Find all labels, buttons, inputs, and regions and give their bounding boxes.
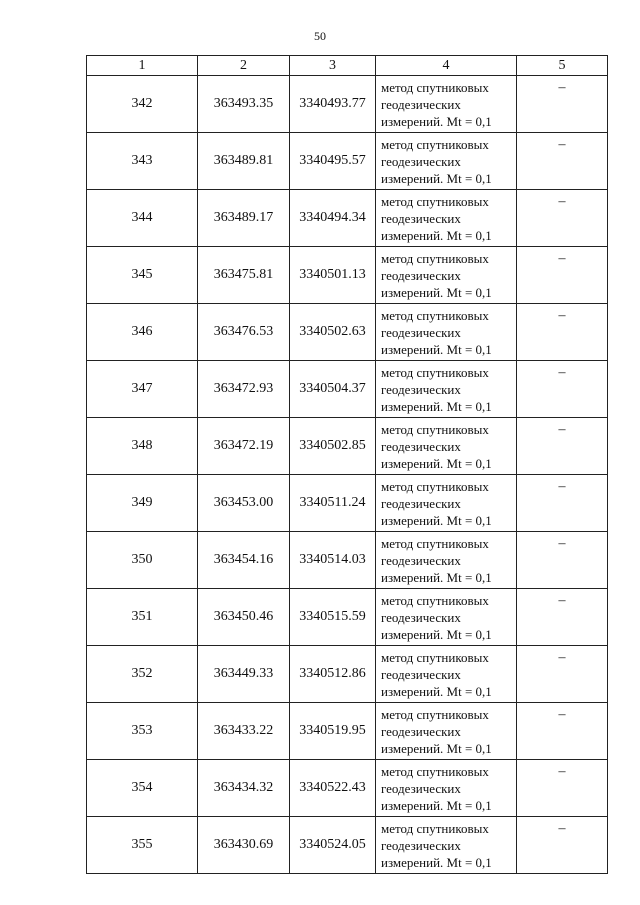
method-line: измерений. Mt = 0,1 bbox=[381, 740, 492, 756]
method-line: геодезических bbox=[381, 324, 461, 340]
note-cell: – bbox=[517, 589, 608, 646]
x-coordinate-cell: 363489.17 bbox=[198, 190, 290, 247]
method-line: геодезических bbox=[381, 495, 461, 511]
column-header-1: 1 bbox=[87, 56, 198, 76]
table-body bbox=[87, 76, 608, 874]
column-header-2: 2 bbox=[198, 56, 290, 76]
table-row bbox=[87, 760, 608, 817]
method-line: метод спутниковых bbox=[381, 193, 489, 209]
method-cell bbox=[376, 133, 517, 190]
method-line: измерений. Mt = 0,1 bbox=[381, 683, 492, 699]
method-line: геодезических bbox=[381, 780, 461, 796]
note-cell: – bbox=[517, 817, 608, 874]
method-line: геодезических bbox=[381, 210, 461, 226]
point-number-cell: 352 bbox=[87, 646, 198, 703]
x-coordinate-cell: 363450.46 bbox=[198, 589, 290, 646]
y-coordinate-cell: 3340494.34 bbox=[290, 190, 376, 247]
point-number-cell: 348 bbox=[87, 418, 198, 475]
y-coordinate-cell: 3340504.37 bbox=[290, 361, 376, 418]
method-line: метод спутниковых bbox=[381, 535, 489, 551]
note-cell: – bbox=[517, 361, 608, 418]
method-cell bbox=[376, 817, 517, 874]
method-line: метод спутниковых bbox=[381, 79, 489, 95]
method-cell bbox=[376, 646, 517, 703]
column-header-4: 4 bbox=[376, 56, 517, 76]
method-line: геодезических bbox=[381, 723, 461, 739]
note-cell: – bbox=[517, 190, 608, 247]
method-line: геодезических bbox=[381, 438, 461, 454]
point-number-cell: 351 bbox=[87, 589, 198, 646]
column-header-5: 5 bbox=[517, 56, 608, 76]
method-line: метод спутниковых bbox=[381, 592, 489, 608]
method-line: геодезических bbox=[381, 837, 461, 853]
method-cell bbox=[376, 304, 517, 361]
method-line: метод спутниковых bbox=[381, 649, 489, 665]
point-number-cell: 343 bbox=[87, 133, 198, 190]
method-line: измерений. Mt = 0,1 bbox=[381, 455, 492, 471]
x-coordinate-cell: 363493.35 bbox=[198, 76, 290, 133]
x-coordinate-cell: 363454.16 bbox=[198, 532, 290, 589]
x-coordinate-cell: 363430.69 bbox=[198, 817, 290, 874]
table-row bbox=[87, 304, 608, 361]
y-coordinate-cell: 3340495.57 bbox=[290, 133, 376, 190]
method-line: метод спутниковых bbox=[381, 706, 489, 722]
method-line: измерений. Mt = 0,1 bbox=[381, 398, 492, 414]
method-cell bbox=[376, 190, 517, 247]
x-coordinate-cell: 363453.00 bbox=[198, 475, 290, 532]
x-coordinate-cell: 363434.32 bbox=[198, 760, 290, 817]
method-line: геодезических bbox=[381, 609, 461, 625]
table-row bbox=[87, 361, 608, 418]
point-number-cell: 342 bbox=[87, 76, 198, 133]
note-cell: – bbox=[517, 475, 608, 532]
method-cell bbox=[376, 475, 517, 532]
table-row bbox=[87, 646, 608, 703]
table-row bbox=[87, 589, 608, 646]
x-coordinate-cell: 363472.19 bbox=[198, 418, 290, 475]
method-line: измерений. Mt = 0,1 bbox=[381, 113, 492, 129]
method-cell bbox=[376, 361, 517, 418]
x-coordinate-cell: 363472.93 bbox=[198, 361, 290, 418]
y-coordinate-cell: 3340502.85 bbox=[290, 418, 376, 475]
method-line: метод спутниковых bbox=[381, 478, 489, 494]
x-coordinate-cell: 363475.81 bbox=[198, 247, 290, 304]
method-line: измерений. Mt = 0,1 bbox=[381, 626, 492, 642]
y-coordinate-cell: 3340515.59 bbox=[290, 589, 376, 646]
note-cell: – bbox=[517, 418, 608, 475]
method-line: измерений. Mt = 0,1 bbox=[381, 284, 492, 300]
y-coordinate-cell: 3340493.77 bbox=[290, 76, 376, 133]
method-line: метод спутниковых bbox=[381, 250, 489, 266]
x-coordinate-cell: 363489.81 bbox=[198, 133, 290, 190]
x-coordinate-cell: 363449.33 bbox=[198, 646, 290, 703]
table-row bbox=[87, 190, 608, 247]
table-row bbox=[87, 418, 608, 475]
table-row bbox=[87, 247, 608, 304]
method-line: геодезических bbox=[381, 381, 461, 397]
method-cell bbox=[376, 532, 517, 589]
point-number-cell: 345 bbox=[87, 247, 198, 304]
method-line: измерений. Mt = 0,1 bbox=[381, 227, 492, 243]
y-coordinate-cell: 3340524.05 bbox=[290, 817, 376, 874]
method-cell bbox=[376, 703, 517, 760]
note-cell: – bbox=[517, 646, 608, 703]
y-coordinate-cell: 3340511.24 bbox=[290, 475, 376, 532]
method-line: геодезических bbox=[381, 96, 461, 112]
method-line: метод спутниковых bbox=[381, 136, 489, 152]
point-number-cell: 354 bbox=[87, 760, 198, 817]
table-row bbox=[87, 133, 608, 190]
method-line: измерений. Mt = 0,1 bbox=[381, 797, 492, 813]
method-cell bbox=[376, 76, 517, 133]
point-number-cell: 344 bbox=[87, 190, 198, 247]
y-coordinate-cell: 3340501.13 bbox=[290, 247, 376, 304]
method-cell bbox=[376, 760, 517, 817]
method-line: геодезических bbox=[381, 267, 461, 283]
header-row bbox=[87, 56, 608, 76]
note-cell: – bbox=[517, 760, 608, 817]
note-cell: – bbox=[517, 133, 608, 190]
x-coordinate-cell: 363433.22 bbox=[198, 703, 290, 760]
table-row bbox=[87, 703, 608, 760]
y-coordinate-cell: 3340512.86 bbox=[290, 646, 376, 703]
y-coordinate-cell: 3340514.03 bbox=[290, 532, 376, 589]
method-line: метод спутниковых bbox=[381, 364, 489, 380]
coordinates-table bbox=[86, 55, 608, 874]
x-coordinate-cell: 363476.53 bbox=[198, 304, 290, 361]
method-line: геодезических bbox=[381, 552, 461, 568]
method-line: измерений. Mt = 0,1 bbox=[381, 569, 492, 585]
method-line: метод спутниковых bbox=[381, 820, 489, 836]
note-cell: – bbox=[517, 76, 608, 133]
point-number-cell: 350 bbox=[87, 532, 198, 589]
table-header bbox=[87, 56, 608, 76]
table-row bbox=[87, 532, 608, 589]
point-number-cell: 355 bbox=[87, 817, 198, 874]
method-line: геодезических bbox=[381, 666, 461, 682]
method-cell bbox=[376, 418, 517, 475]
table-row bbox=[87, 817, 608, 874]
method-line: измерений. Mt = 0,1 bbox=[381, 170, 492, 186]
y-coordinate-cell: 3340502.63 bbox=[290, 304, 376, 361]
y-coordinate-cell: 3340522.43 bbox=[290, 760, 376, 817]
point-number-cell: 349 bbox=[87, 475, 198, 532]
method-line: метод спутниковых bbox=[381, 307, 489, 323]
method-cell bbox=[376, 589, 517, 646]
method-line: метод спутниковых bbox=[381, 763, 489, 779]
method-line: измерений. Mt = 0,1 bbox=[381, 341, 492, 357]
method-line: измерений. Mt = 0,1 bbox=[381, 512, 492, 528]
page-number: 50 bbox=[314, 29, 326, 43]
method-line: метод спутниковых bbox=[381, 421, 489, 437]
point-number-cell: 346 bbox=[87, 304, 198, 361]
note-cell: – bbox=[517, 304, 608, 361]
method-line: геодезических bbox=[381, 153, 461, 169]
table-row bbox=[87, 76, 608, 133]
point-number-cell: 353 bbox=[87, 703, 198, 760]
column-header-3: 3 bbox=[290, 56, 376, 76]
y-coordinate-cell: 3340519.95 bbox=[290, 703, 376, 760]
method-line: измерений. Mt = 0,1 bbox=[381, 854, 492, 870]
method-cell bbox=[376, 247, 517, 304]
note-cell: – bbox=[517, 703, 608, 760]
note-cell: – bbox=[517, 247, 608, 304]
note-cell: – bbox=[517, 532, 608, 589]
point-number-cell: 347 bbox=[87, 361, 198, 418]
table-row bbox=[87, 475, 608, 532]
